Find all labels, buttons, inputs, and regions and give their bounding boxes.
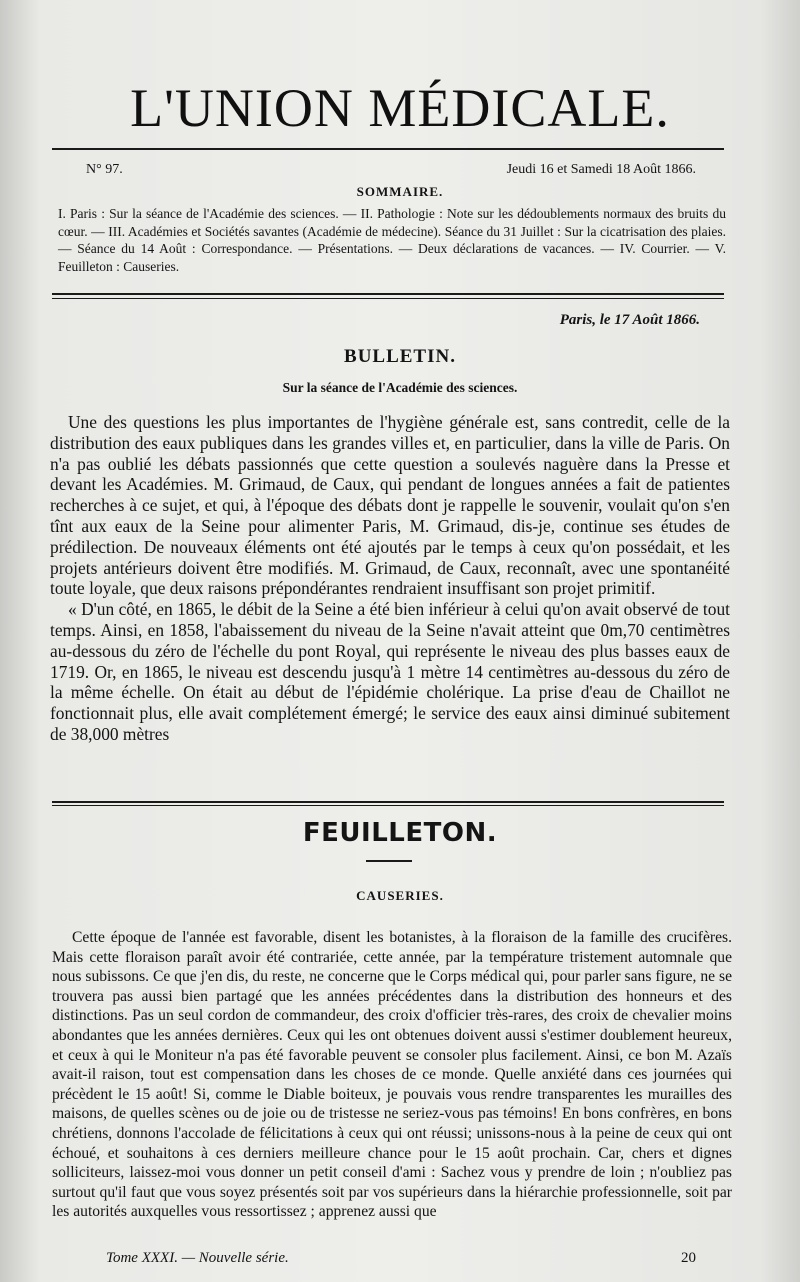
sommaire-title: SOMMAIRE. xyxy=(356,184,444,199)
feuilleton-paragraph: Cette époque de l'année est favorable, disent les botanistes, à la floraison de la famille des crucifères. Mais cette floraison paraît avoir été contrariée, cette année, par la température tristement automnale que nous subissons. Ce que j'en dis, du reste, ne concerne que le Corps médical qui, pour parler sans figure, ne se trouvera pas aussi bien partagé que les années précédentes dans la distribution des honneurs et des distinctions. Pas un seul cordon de commandeur, des croix d'officier très-rares, des croix de chevalier moins abondantes que les années dernières. Ceux qui les ont obtenues doivent aussi s'estimer doublement heureux, et ceux à qui le Moniteur n'a pas été favorable peuvent se consoler plus facilement. Ainsi, ce bon M. Azaïs avait-il raison, tout est compensation dans les choses de ce monde. Quelle anxiété dans ces journées qui précèdent le 15 août! Si, comme le Diable boiteux, je pouvais vous rendre transparentes les murailles des maisons, de quelles scènes ou de joie ou de tristesse ne seriez-vous pas témoins! En bons confrères, en bons chrétiens, donnons l'accolade de félicitations à ceux qui ont réussi; unissons-nous à la peine de ceux qui ont échoué, et souhaitons à ces derniers meilleure chance pour le 15 août prochain. Car, chers et dignes solliciteurs, laissez-moi vous donner un petit conseil d'ami : Sachez vous y prendre de loin ; n'oubliez pas surtout qu'il faut que vous soyez présentés soit par vos supérieurs dans la hiérarchie professionnelle, soit par les autorités auxquelles vous ressortissez ; apprenez aussi que xyxy=(52,929,732,1221)
causeries-title: CAUSERIES. xyxy=(356,888,444,903)
tome-line: Tome XXXI. — Nouvelle série. xyxy=(106,1250,289,1266)
feuilleton-rule xyxy=(52,801,724,803)
sommaire-text: I. Paris : Sur la séance de l'Académie des sciences. — II. Pathologie : Note sur les dédoublements normaux des bruits du cœur. — III. Académies et Sociétés savantes (Académie de médecine). Séance du 31 Juillet : Sur la cicatrisation des plaies. — Séance du 14 Août : Correspondance. — Présentations. — Deux déclarations de vacances. — IV. Courrier. — V. Feuilleton : Causeries. xyxy=(58,206,726,274)
bulletin-body xyxy=(50,412,730,745)
feuilleton-body xyxy=(52,928,732,1222)
feuilleton-divider xyxy=(366,860,412,862)
bulletin-paragraph: « D'un côté, en 1865, le débit de la Seine a été bien inférieur à celui qu'on avait observé de tout temps. Ainsi, en 1858, l'abaissement du niveau de la Seine n'avait atteint que 0m,70 centimètres au-dessous du zéro de l'échelle du pont Royal, qui représente le niveau des plus basses eaux de 1719. Or, en 1865, le niveau est descendu jusqu'à 1 mètre 14 centimètres au-dessous du zéro de la même échelle. On était au début de l'épidémie cholérique. La prise d'eau de Chaillot ne fonctionnait plus, elle avait complétement émergé; le service des eaux ainsi diminué subitement de 38,000 mètres xyxy=(50,599,730,744)
feuilleton-rule-thin xyxy=(52,805,724,806)
issue-date: Jeudi 16 et Samedi 18 Août 1866. xyxy=(506,162,696,177)
page-number: 20 xyxy=(681,1250,696,1266)
bulletin-subtitle: Sur la séance de l'Académie des sciences. xyxy=(282,380,518,395)
masthead-title: L'UNION MÉDICALE. xyxy=(130,78,670,138)
sommaire-rule-thin xyxy=(52,298,724,299)
bulletin-title: BULLETIN. xyxy=(344,346,456,367)
issue-line xyxy=(86,162,696,178)
bulletin-paragraph: Une des questions les plus importantes de l'hygiène générale est, sans contredit, celle de la distribution des eaux publiques dans les grandes villes et, en particulier, dans la ville de Paris. On n'a pas oublié les débats passionnés que cette question a soulevés naguère dans la Presse et devant les Académies. M. Grimaud, de Caux, qui pendant de longues années a fait de patientes recherches à ce sujet, et qui, à l'époque des débats dont je rappelle le souvenir, voulait qu'on s'en tînt aux eaux de la Seine pour alimenter Paris, M. Grimaud, dis-je, continue ses études de prédilection. De nouveaux éléments ont été ajoutés par le temps à ceux qu'on possédait, et les projets antérieurs doivent être modifiés. M. Grimaud, de Caux, reconnaît, avec une spontanéité toute loyale, que deux raisons prépondérantes rendraient insuffisant son projet primitif. xyxy=(50,412,730,599)
issue-number: N° 97. xyxy=(86,162,123,177)
masthead-rule xyxy=(52,148,724,150)
sommaire-rule xyxy=(52,293,724,295)
page-footer xyxy=(106,1250,696,1267)
feuilleton-title: FEUILLETON. xyxy=(302,818,498,848)
bulletin-dateline: Paris, le 17 Août 1866. xyxy=(559,312,700,328)
